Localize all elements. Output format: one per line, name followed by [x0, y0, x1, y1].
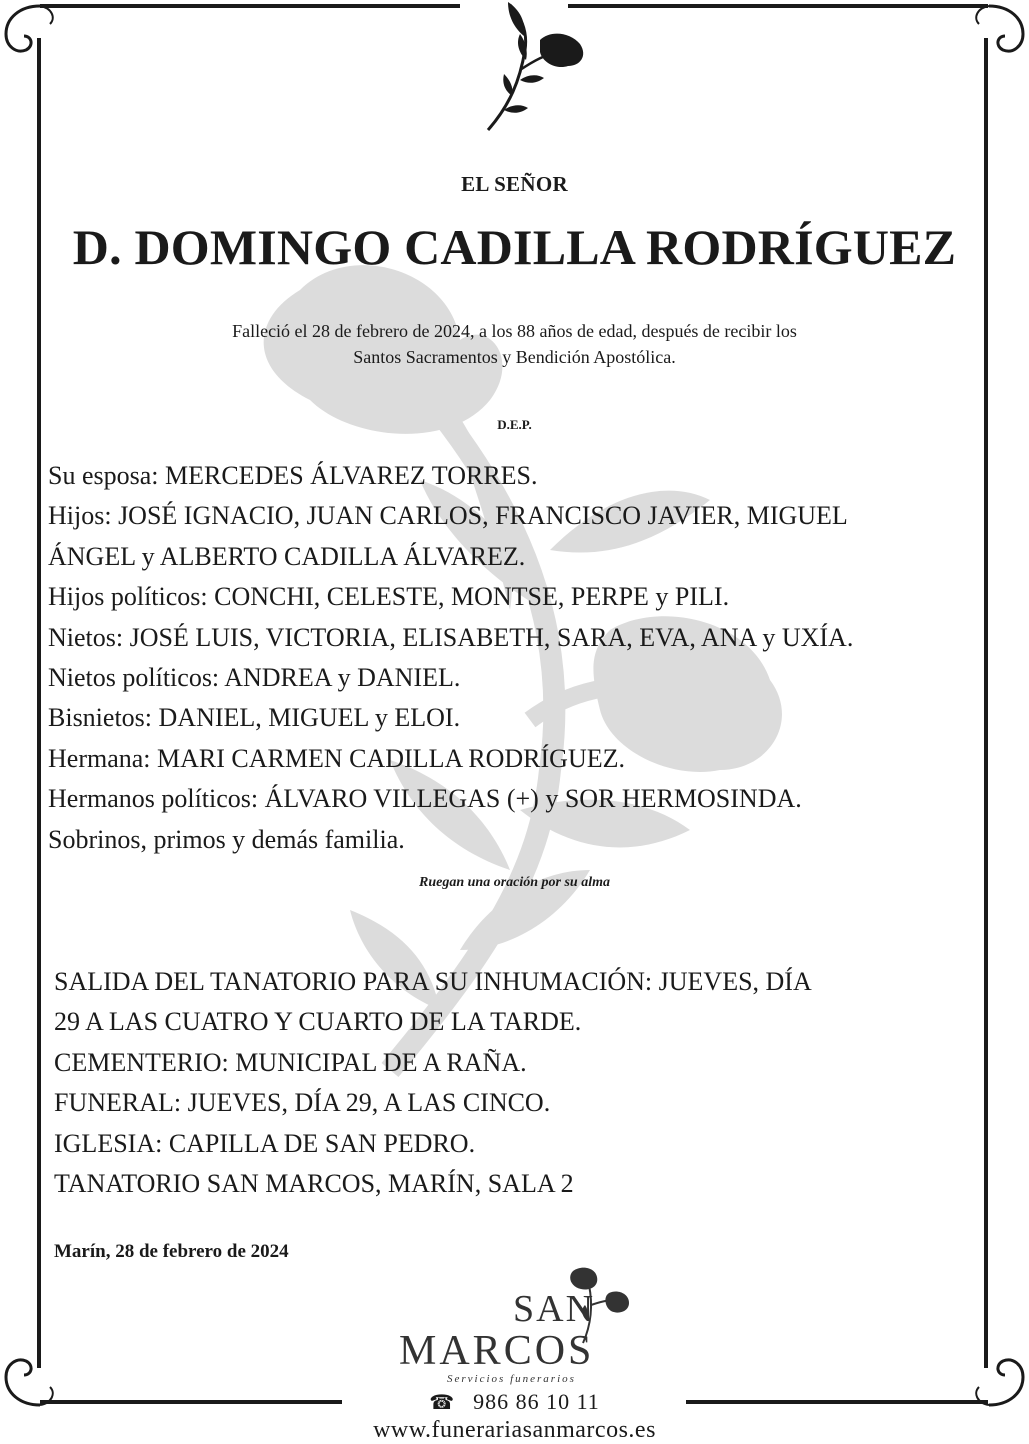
family-line: ÁNGEL y ALBERTO CADILLA ÁLVAREZ. — [48, 541, 526, 571]
family-line: Hijos: JOSÉ IGNACIO, JUAN CARLOS, FRANCISCO JAVIER, MIGUEL — [48, 501, 848, 531]
logo-marcos-text: MARCOS — [399, 1328, 595, 1374]
website-link[interactable]: www.funerariasanmarcos.es — [373, 1417, 656, 1443]
detail-line: FUNERAL: JUEVES, DÍA 29, A LAS CINCO. — [54, 1088, 551, 1118]
family-line: Nietos: JOSÉ LUIS, VICTORIA, ELISABETH, SARA, EVA, ANA y UXÍA. — [48, 622, 854, 652]
logo-subtitle: Servicios funerarios — [447, 1373, 576, 1385]
detail-line: 29 A LAS CUATRO Y CUARTO DE LA TARDE. — [54, 1007, 582, 1037]
family-line: Sobrinos, primos y demás familia. — [48, 824, 405, 854]
family-list — [48, 456, 988, 860]
title-small: EL SEÑOR — [461, 172, 568, 196]
flower-branch-icon — [480, 0, 590, 135]
family-line: Su esposa: MERCEDES ÁLVAREZ TORRES. — [48, 461, 538, 490]
pray-text: Ruegan una oración por su alma — [419, 875, 610, 890]
intro-text — [0, 318, 1029, 370]
logo-san-text: SAN — [513, 1288, 596, 1330]
family-line: Bisnietos: DANIEL, MIGUEL y ELOI. — [48, 703, 461, 733]
ceremony-details — [54, 962, 974, 1204]
phone-icon: ☎ — [429, 1392, 456, 1414]
intro-line-2: Santos Sacramentos y Bendición Apostólica. — [353, 347, 676, 367]
phone-row — [0, 1389, 1029, 1415]
family-line: Hermana: MARI CARMEN CADILLA RODRÍGUEZ. — [48, 743, 626, 773]
deceased-name: D. DOMINGO CADILLA RODRÍGUEZ — [72, 219, 957, 275]
place-date: Marín, 28 de febrero de 2024 — [54, 1241, 289, 1262]
detail-line: TANATORIO SAN MARCOS, MARÍN, SALA 2 — [54, 1169, 574, 1199]
phone-number[interactable]: 986 86 10 11 — [473, 1389, 600, 1414]
family-line: Hermanos políticos: ÁLVARO VILLEGAS (+) y SOR HERMOSINDA. — [48, 784, 802, 814]
frame-top-right — [568, 4, 988, 8]
family-line: Hijos políticos: CONCHI, CELESTE, MONTSE, PERPE y PILI. — [48, 582, 730, 612]
scroll-corner-icon — [959, 0, 1029, 70]
scroll-corner-icon — [0, 0, 70, 70]
family-line: Nietos políticos: ANDREA y DANIEL. — [48, 663, 461, 693]
detail-line: SALIDA DEL TANATORIO PARA SU INHUMACIÓN: JUEVES, DÍA — [54, 967, 812, 996]
company-logo — [395, 1265, 635, 1390]
frame-top-left — [40, 4, 460, 8]
dep-label: D.E.P. — [497, 417, 532, 432]
detail-line: CEMENTERIO: MUNICIPAL DE A RAÑA. — [54, 1047, 527, 1077]
detail-line: IGLESIA: CAPILLA DE SAN PEDRO. — [54, 1128, 476, 1158]
intro-line-1: Falleció el 28 de febrero de 2024, a los 88 años de edad, después de recibir los — [232, 321, 797, 341]
